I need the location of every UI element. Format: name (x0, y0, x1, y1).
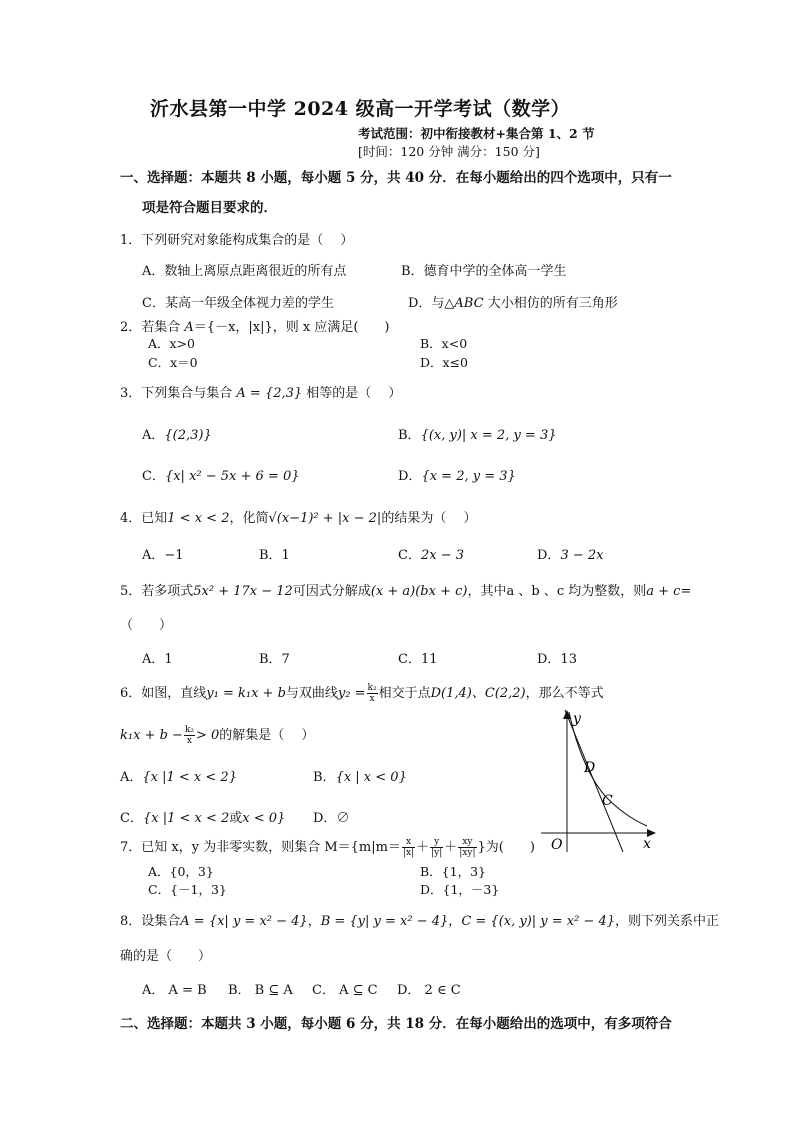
q3-stem (120, 382, 401, 401)
q8-sep-2: ， (448, 914, 462, 929)
q1-option-d (408, 292, 618, 311)
q6-option-a-math: {x |1 < x < 2} (142, 770, 237, 785)
q4-option-c-math: 2x − 3 (420, 548, 464, 563)
q7-option-b: B．{1，3} (420, 864, 486, 879)
q6-stem-line: y₁ = k₁x + b (206, 686, 286, 701)
q3-option-a-math: {(2,3)} (164, 428, 212, 443)
q2-stem-a: 2．若集合 (120, 320, 185, 335)
q8-stem-b: ，则下列关系中正 (615, 914, 720, 929)
q6-ineq-lhs: k₁x + b − (120, 728, 183, 743)
q4-option-d-label: D． (537, 548, 561, 563)
q7-frac-2-den: |y| (431, 848, 443, 858)
q8-stem-cont: 确的是（ ） (120, 949, 212, 964)
q7-frac-3-den: |xy| (459, 848, 476, 858)
q1-option-a: A．数轴上离原点距离很近的所有点 (142, 264, 347, 279)
q1-option-c: C．某高一年级全体视力差的学生 (142, 296, 334, 311)
exam-time-info: [时间：120 分钟 满分：150 分] (358, 144, 540, 159)
q2-option-d: D．x≤0 (420, 355, 468, 370)
q8-set-c: C = {(x, y)| y = x² − 4} (461, 914, 616, 929)
q3-option-b (398, 424, 557, 443)
q7-stem (120, 836, 535, 858)
section1-heading-cont: 项是符合题目要求的． (142, 200, 277, 216)
q3-stem-b: 相等的是（ ） (302, 386, 402, 401)
q6-option-b-label: B． (313, 770, 336, 785)
q3-option-c (142, 465, 300, 484)
q6-hyp-fraction (367, 683, 378, 704)
q6-graph-label-d: D (584, 760, 596, 776)
q6-option-c-label: C． (120, 811, 143, 826)
q4-stem (120, 507, 476, 526)
q5-option-d: D．13 (537, 652, 577, 667)
q7-frac-1-num: x (402, 837, 415, 848)
q6-stem-pts: D(1,4)、C(2,2) (430, 686, 526, 701)
q4-option-c-label: C． (398, 548, 421, 563)
q6-hyp-frac-num: k₂ (367, 683, 377, 693)
q8-stem (120, 910, 719, 929)
q7-frac-1-den: |x| (402, 848, 415, 858)
q7-option-d: D．{1，－3} (420, 882, 500, 897)
q5-stem-e: a + c= (646, 584, 692, 599)
q6-inequality (120, 724, 314, 746)
exam-scope: 考试范围：初中衔接教材+集合第 1、2 节 (358, 126, 595, 141)
q4-stem-a: 4．已知 (120, 511, 168, 526)
q3-stem-a: 3．下列集合与集合 (120, 386, 237, 401)
q7-frac-3-num: xy (458, 837, 476, 848)
q7-stem-b: }为( ) (477, 840, 535, 855)
q8-option-c: C． A ⊆ C (312, 983, 378, 998)
q5-stem-c: ，其中 (467, 584, 507, 599)
q6-stem-a: 6．如图，直线 (120, 686, 207, 701)
q6-stem (120, 682, 604, 704)
q6-graph-label-c: C (602, 793, 613, 809)
q6-option-c-math-b: x < 0} (242, 811, 286, 826)
q6-option-c-or: 或 (229, 811, 243, 826)
q6-ineq-tail: 的解集是（ ） (219, 728, 315, 743)
section1-heading: 一、选择题：本题共 8 小题，每小题 5 分，共 40 分．在每小题给出的四个选项中，只有一 (120, 170, 672, 186)
q1-option-d-var: ABC (454, 296, 484, 311)
q5-option-a: A．1 (142, 652, 173, 667)
q7-option-a: A．{0，3} (148, 864, 214, 879)
q2-stem-b: ＝{－x，|x|}，则 x 应满足( ) (193, 320, 390, 335)
q6-stem-d: ，那么不等式 (525, 686, 604, 701)
q8-set-b: B = {y| y = x² − 4} (320, 914, 449, 929)
q5-option-b: B．7 (259, 652, 290, 667)
q7-frac-1 (402, 837, 415, 858)
q3-option-d-math: {x = 2, y = 3} (421, 469, 516, 484)
q6-option-d-label: D． (313, 811, 337, 826)
section2-heading: 二、选择题：本题共 3 小题，每小题 6 分，共 18 分．在每小题给出的选项中，有多项符合 (120, 1016, 672, 1032)
q4-option-d-math: 3 − 2x (560, 548, 604, 563)
q6-graph-line (565, 710, 623, 852)
q6-ineq-frac-num: k₂ (184, 725, 194, 735)
q6-graph-label-x: x (643, 836, 651, 852)
q8-sep-1: ， (307, 914, 321, 929)
q7-option-c: C．{－1，3} (148, 882, 227, 897)
q6-option-c-math-a: {x |1 < x < 2 (142, 811, 230, 826)
q1-option-d-suffix: 大小相仿的所有三角形 (483, 296, 618, 311)
q7-frac-3 (458, 837, 476, 858)
q6-stem-hyp: y₂ = (337, 686, 366, 701)
q4-option-d (537, 544, 603, 563)
q6-option-c (120, 807, 285, 826)
q5-stem-a: 5．若多项式 (120, 584, 194, 599)
q6-option-d (313, 807, 349, 826)
q7-stem-a: 7．已知 x，y 为非零实数，则集合 M＝{m|m＝ (120, 840, 401, 855)
q1-stem: 1．下列研究对象能构成集合的是（ ） (120, 233, 354, 248)
q3-option-a-label: A． (142, 428, 165, 443)
q6-ineq-rhs: > 0 (196, 728, 220, 743)
q7-frac-2-num: y (430, 837, 443, 848)
q8-set-a: A = {x| y = x² − 4} (180, 914, 308, 929)
q6-option-b-math: {x | x < 0} (335, 770, 407, 785)
q2-stem-var: A (184, 320, 194, 335)
q3-option-d (398, 465, 516, 484)
q8-stem-a: 8．设集合 (120, 914, 181, 929)
q6-ineq-fraction (184, 725, 195, 746)
q6-option-b (313, 766, 407, 785)
q4-stem-b: ，化简 (229, 511, 269, 526)
q8-option-a: A． A = B (142, 983, 207, 998)
page-title: 沂水县第一中学 2024 级高一开学考试（数学） (150, 98, 571, 120)
q6-option-a-label: A． (120, 770, 143, 785)
q8-option-d: D． 2 ∈ C (397, 983, 461, 998)
q7-plus-1: ＋ (416, 840, 430, 855)
q2-option-a: A．x>0 (148, 336, 196, 351)
q4-option-a: A．−1 (142, 548, 184, 563)
q6-graph (535, 706, 660, 856)
q3-option-a (142, 424, 212, 443)
q6-hyp-frac-den: x (369, 694, 375, 704)
q6-graph-label-o: O (551, 837, 563, 853)
q1-option-d-prefix: D．与△ (408, 296, 455, 311)
q4-stem-cond: 1 < x < 2 (167, 511, 230, 526)
q8-option-b: B． B ⊆ A (228, 983, 293, 998)
q3-stem-math: A = {2,3} (236, 386, 303, 401)
q4-stem-c: 的结果为（ ） (381, 511, 477, 526)
q6-graph-label-y: y (573, 711, 581, 727)
q2-stem (120, 316, 390, 335)
q3-option-b-label: B． (398, 428, 421, 443)
q5-stem (120, 580, 691, 599)
q7-plus-2: ＋ (444, 840, 458, 855)
q5-stem-poly: 5x² + 17x − 12 (193, 584, 293, 599)
q6-stem-b: 与双曲线 (285, 686, 338, 701)
q7-frac-2 (430, 837, 443, 858)
q5-paren: （ ） (120, 618, 173, 633)
q3-option-c-math: {x| x² − 5x + 6 = 0} (164, 469, 300, 484)
q6-stem-c: 相交于点 (378, 686, 431, 701)
q3-option-c-label: C． (142, 469, 165, 484)
q2-option-b: B．x<0 (420, 336, 468, 351)
q5-stem-b: 可因式分解成 (292, 584, 371, 599)
q3-option-d-label: D． (398, 469, 422, 484)
q5-option-c: C．11 (398, 652, 438, 667)
q5-stem-fact: (x + a)(bx + c) (370, 584, 468, 599)
q4-option-c (398, 544, 464, 563)
q4-option-b: B．1 (259, 548, 290, 563)
q6-option-d-math: ∅ (336, 811, 350, 826)
q6-option-a (120, 766, 237, 785)
q1-option-b: B．德育中学的全体高一学生 (401, 264, 567, 279)
q2-option-c: C．x＝0 (148, 355, 198, 370)
q3-option-b-math: {(x, y)| x = 2, y = 3} (420, 428, 557, 443)
q6-ineq-frac-den: x (186, 736, 192, 746)
q5-stem-d: a 、b 、c 均为整数，则 (506, 584, 647, 599)
q4-stem-expr: √(x−1)² + |x − 2| (268, 511, 382, 526)
